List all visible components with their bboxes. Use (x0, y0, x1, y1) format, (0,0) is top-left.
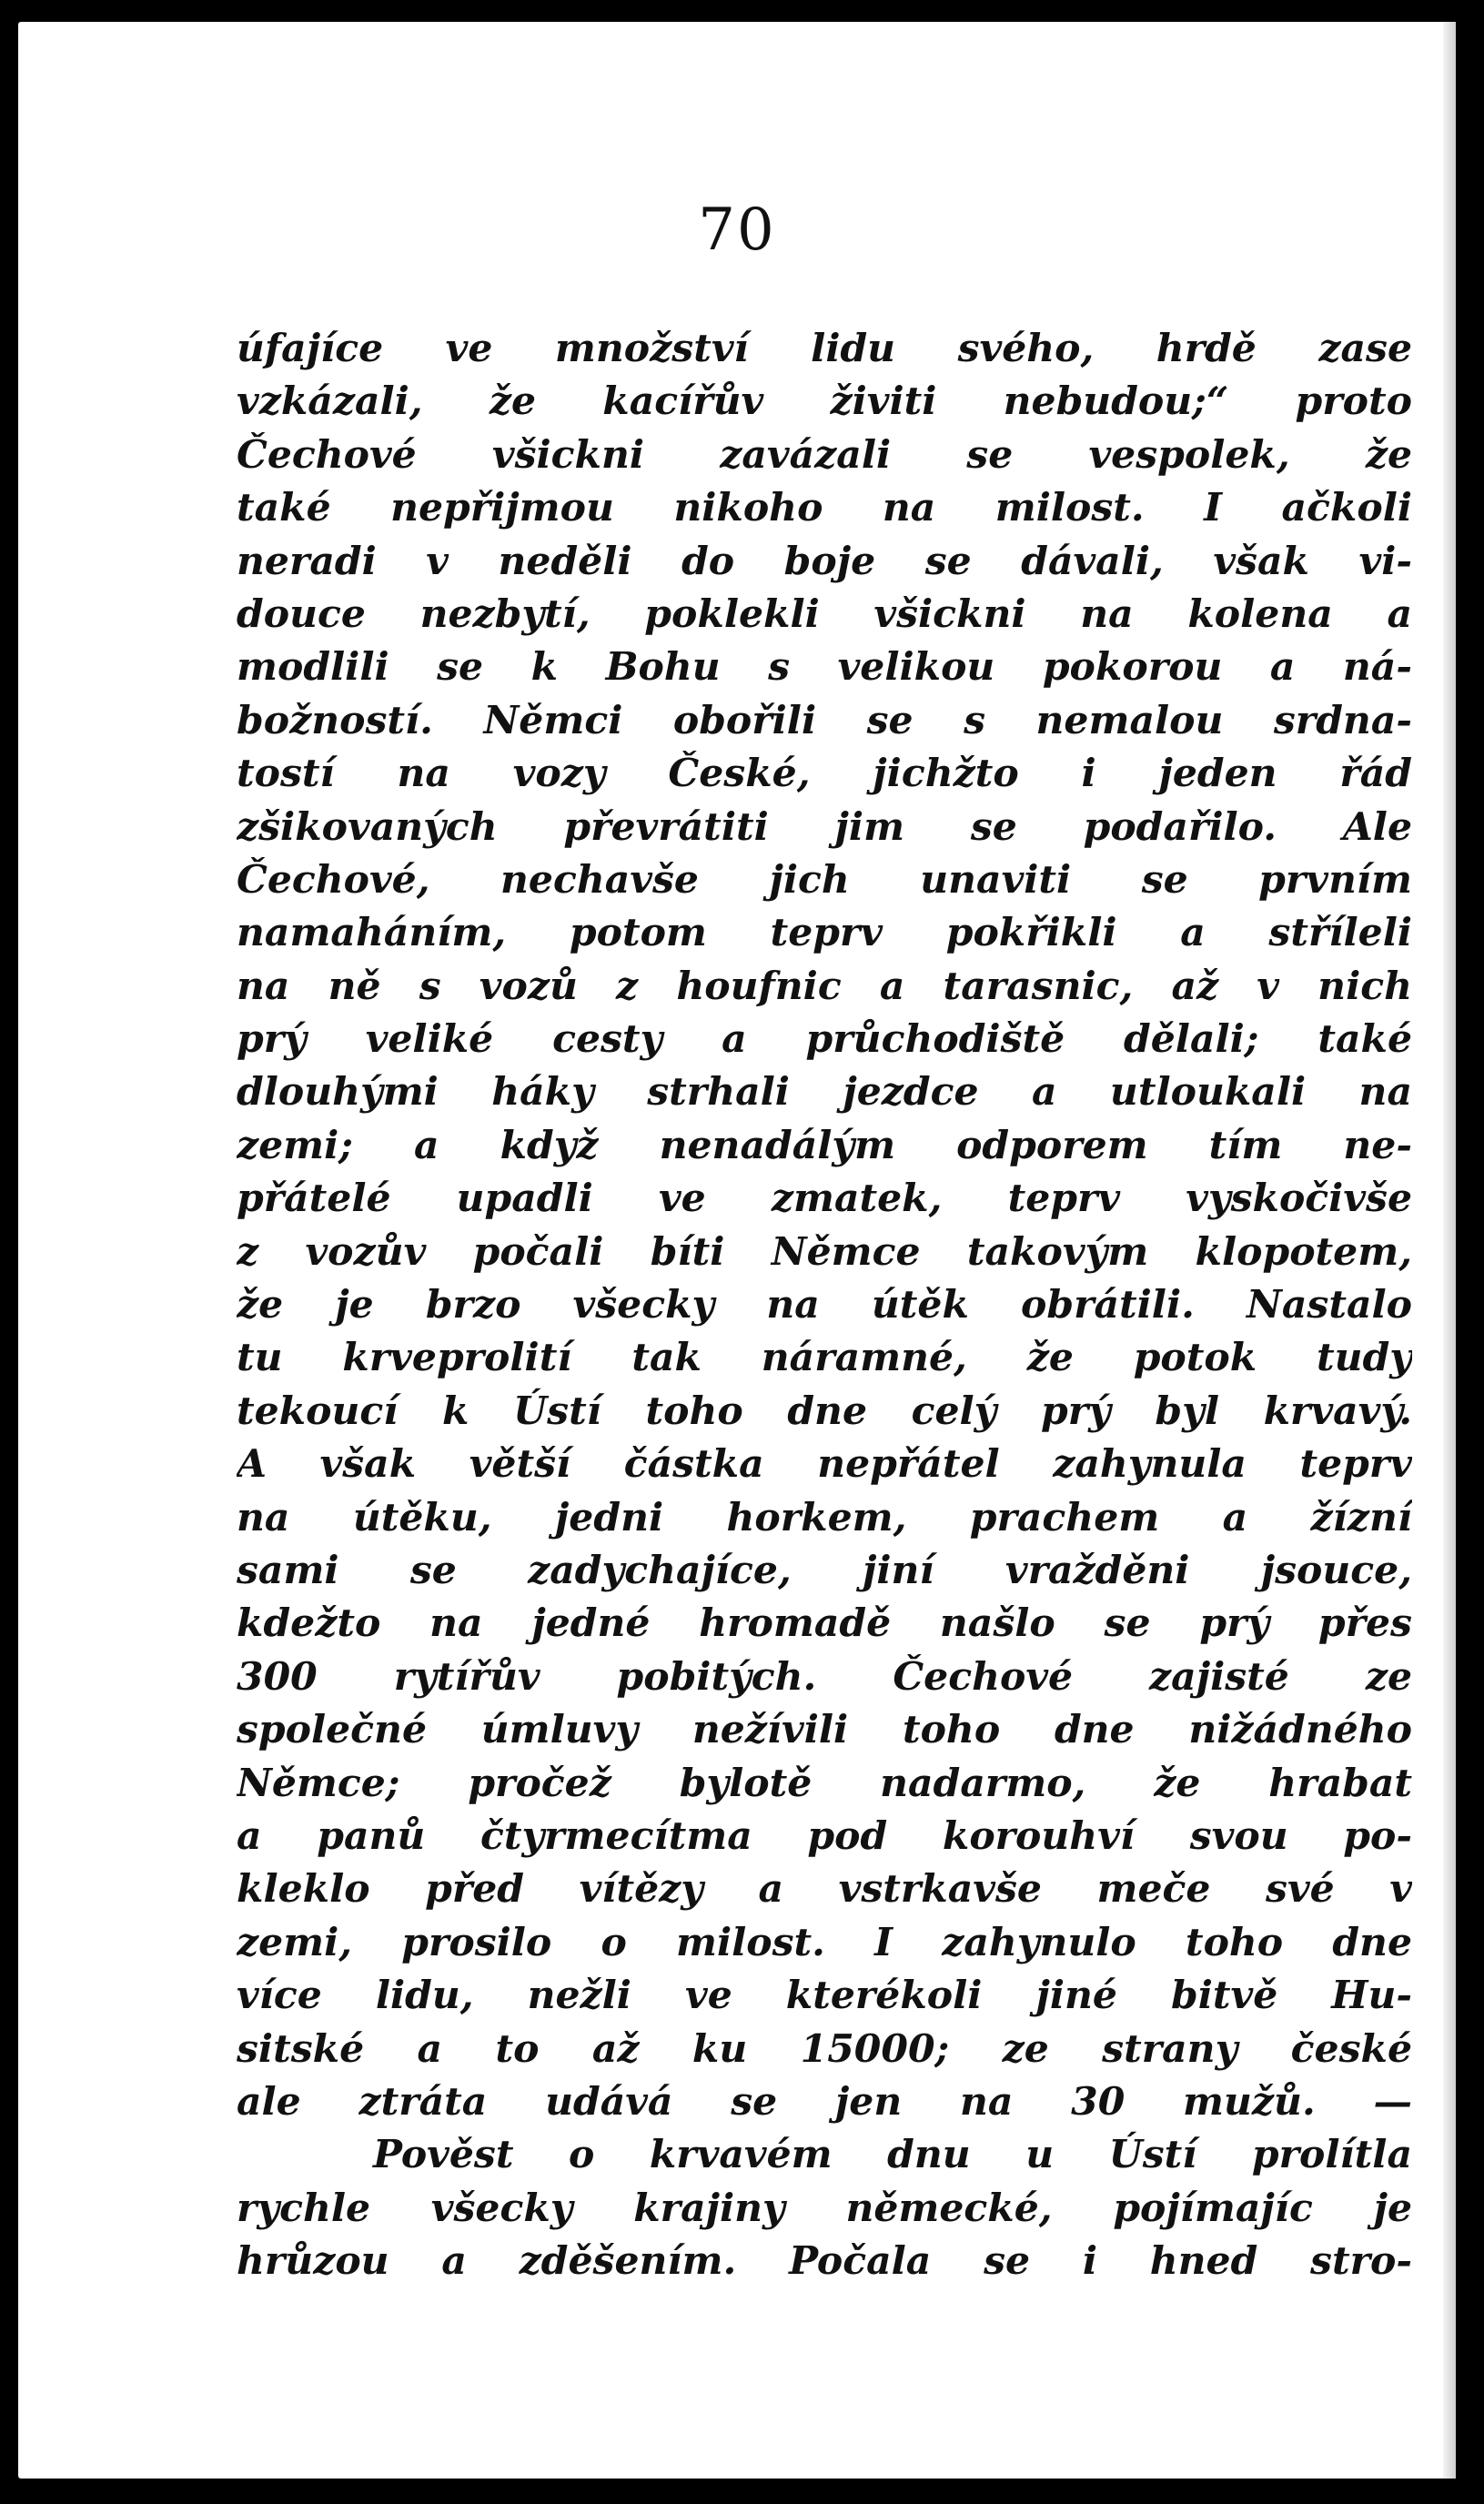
body-text (237, 322, 1412, 2287)
text-line: zemi; a když nenadálým odporem tím ne- (237, 1122, 1412, 1168)
text-line: zšikovaných převrátiti jim se podařilo. Ale (237, 803, 1412, 850)
text-line: více lidu, nežli ve kterékoli jiné bitvě Hu- (237, 1973, 1412, 2019)
text-line: a panů čtyrmecítma pod korouhví svou po- (237, 1812, 1412, 1859)
text-line: Čechové, nechavše jich unaviti se prvním (237, 856, 1412, 903)
text-line: sitské a to až ku 15000; ze strany české (237, 2025, 1412, 2072)
text-line: společné úmluvy nežívili toho dne nižádného (237, 1707, 1412, 1753)
text-line: úfajíce ve množství lidu svého, hrdě zase (237, 326, 1412, 371)
text-line: prý veliké cesty a průchodiště dělali; také (237, 1016, 1412, 1063)
text-line: modlili se k Bohu s velikou pokorou a ná- (237, 644, 1412, 691)
text-line: kdežto na jedné hromadě našlo se prý přes (237, 1600, 1412, 1647)
text-line: tekoucí k Ústí toho dne celý prý byl krvavý. (237, 1388, 1412, 1434)
page-edge-shadow (1443, 22, 1456, 2479)
text-line: hrůzou a zděšením. Počala se i hned stro- (237, 2238, 1412, 2285)
text-line: z vozův počali bíti Němce takovým klopotem, (237, 1228, 1412, 1275)
text-line: na ně s vozů z houfnic a tarasnic, až v nich (237, 963, 1412, 1009)
text-line: namaháním, potom teprv pokřikli a stříleli (237, 910, 1412, 956)
text-line: ale ztráta udává se jen na 30 mužů. — (237, 2078, 1412, 2125)
text-line: 300 rytířův pobitých. Čechové zajisté ze (237, 1653, 1412, 1700)
text-line: douce nezbytí, poklekli všickni na kolena a (237, 591, 1412, 637)
text-line: sami se zadychajíce, jiní vražděni jsouce, (237, 1547, 1412, 1593)
text-line: vzkázali, že kacířův živiti nebudou;“ proto (237, 379, 1412, 425)
text-line: neradi v neděli do boje se dávali, však vi- (237, 538, 1412, 584)
text-line: Němce; pročež bylotě nadarmo, že hrabat (237, 1760, 1412, 1806)
text-line: kleklo před vítězy a vstrkavše meče své v (237, 1866, 1412, 1913)
text-line: zemi, prosilo o milost. I zahynulo toho dne (237, 1919, 1412, 1965)
text-line: rychle všecky krajiny německé, pojímajíc je (237, 2185, 1412, 2231)
book-page (18, 22, 1456, 2479)
text-line: dlouhými háky strhali jezdce a utloukali na (237, 1069, 1412, 1116)
text-line: přátelé upadli ve zmatek, teprv vyskočivše (237, 1176, 1412, 1222)
text-line: že je brzo všecky na útěk obrátili. Nastalo (237, 1282, 1412, 1328)
page-number: 70 (698, 197, 776, 264)
text-line: také nepřijmou nikoho na milost. I ačkoli (237, 485, 1412, 531)
text-line: tostí na vozy České, jichžto i jeden řád (237, 751, 1412, 797)
text-line: A však větší částka nepřátel zahynula teprv (237, 1441, 1412, 1488)
text-line: tu krveprolití tak náramné, že potok tudy (237, 1335, 1412, 1381)
text-line: na útěku, jedni horkem, prachem a žízní (237, 1494, 1412, 1540)
text-line: Čechové všickni zavázali se vespolek, že (237, 431, 1412, 478)
text-line: božností. Němci obořili se s nemalou srdna- (237, 697, 1412, 743)
paragraph-start-line: Pověst o krvavém dnu u Ústí prolítla (373, 2132, 1412, 2178)
